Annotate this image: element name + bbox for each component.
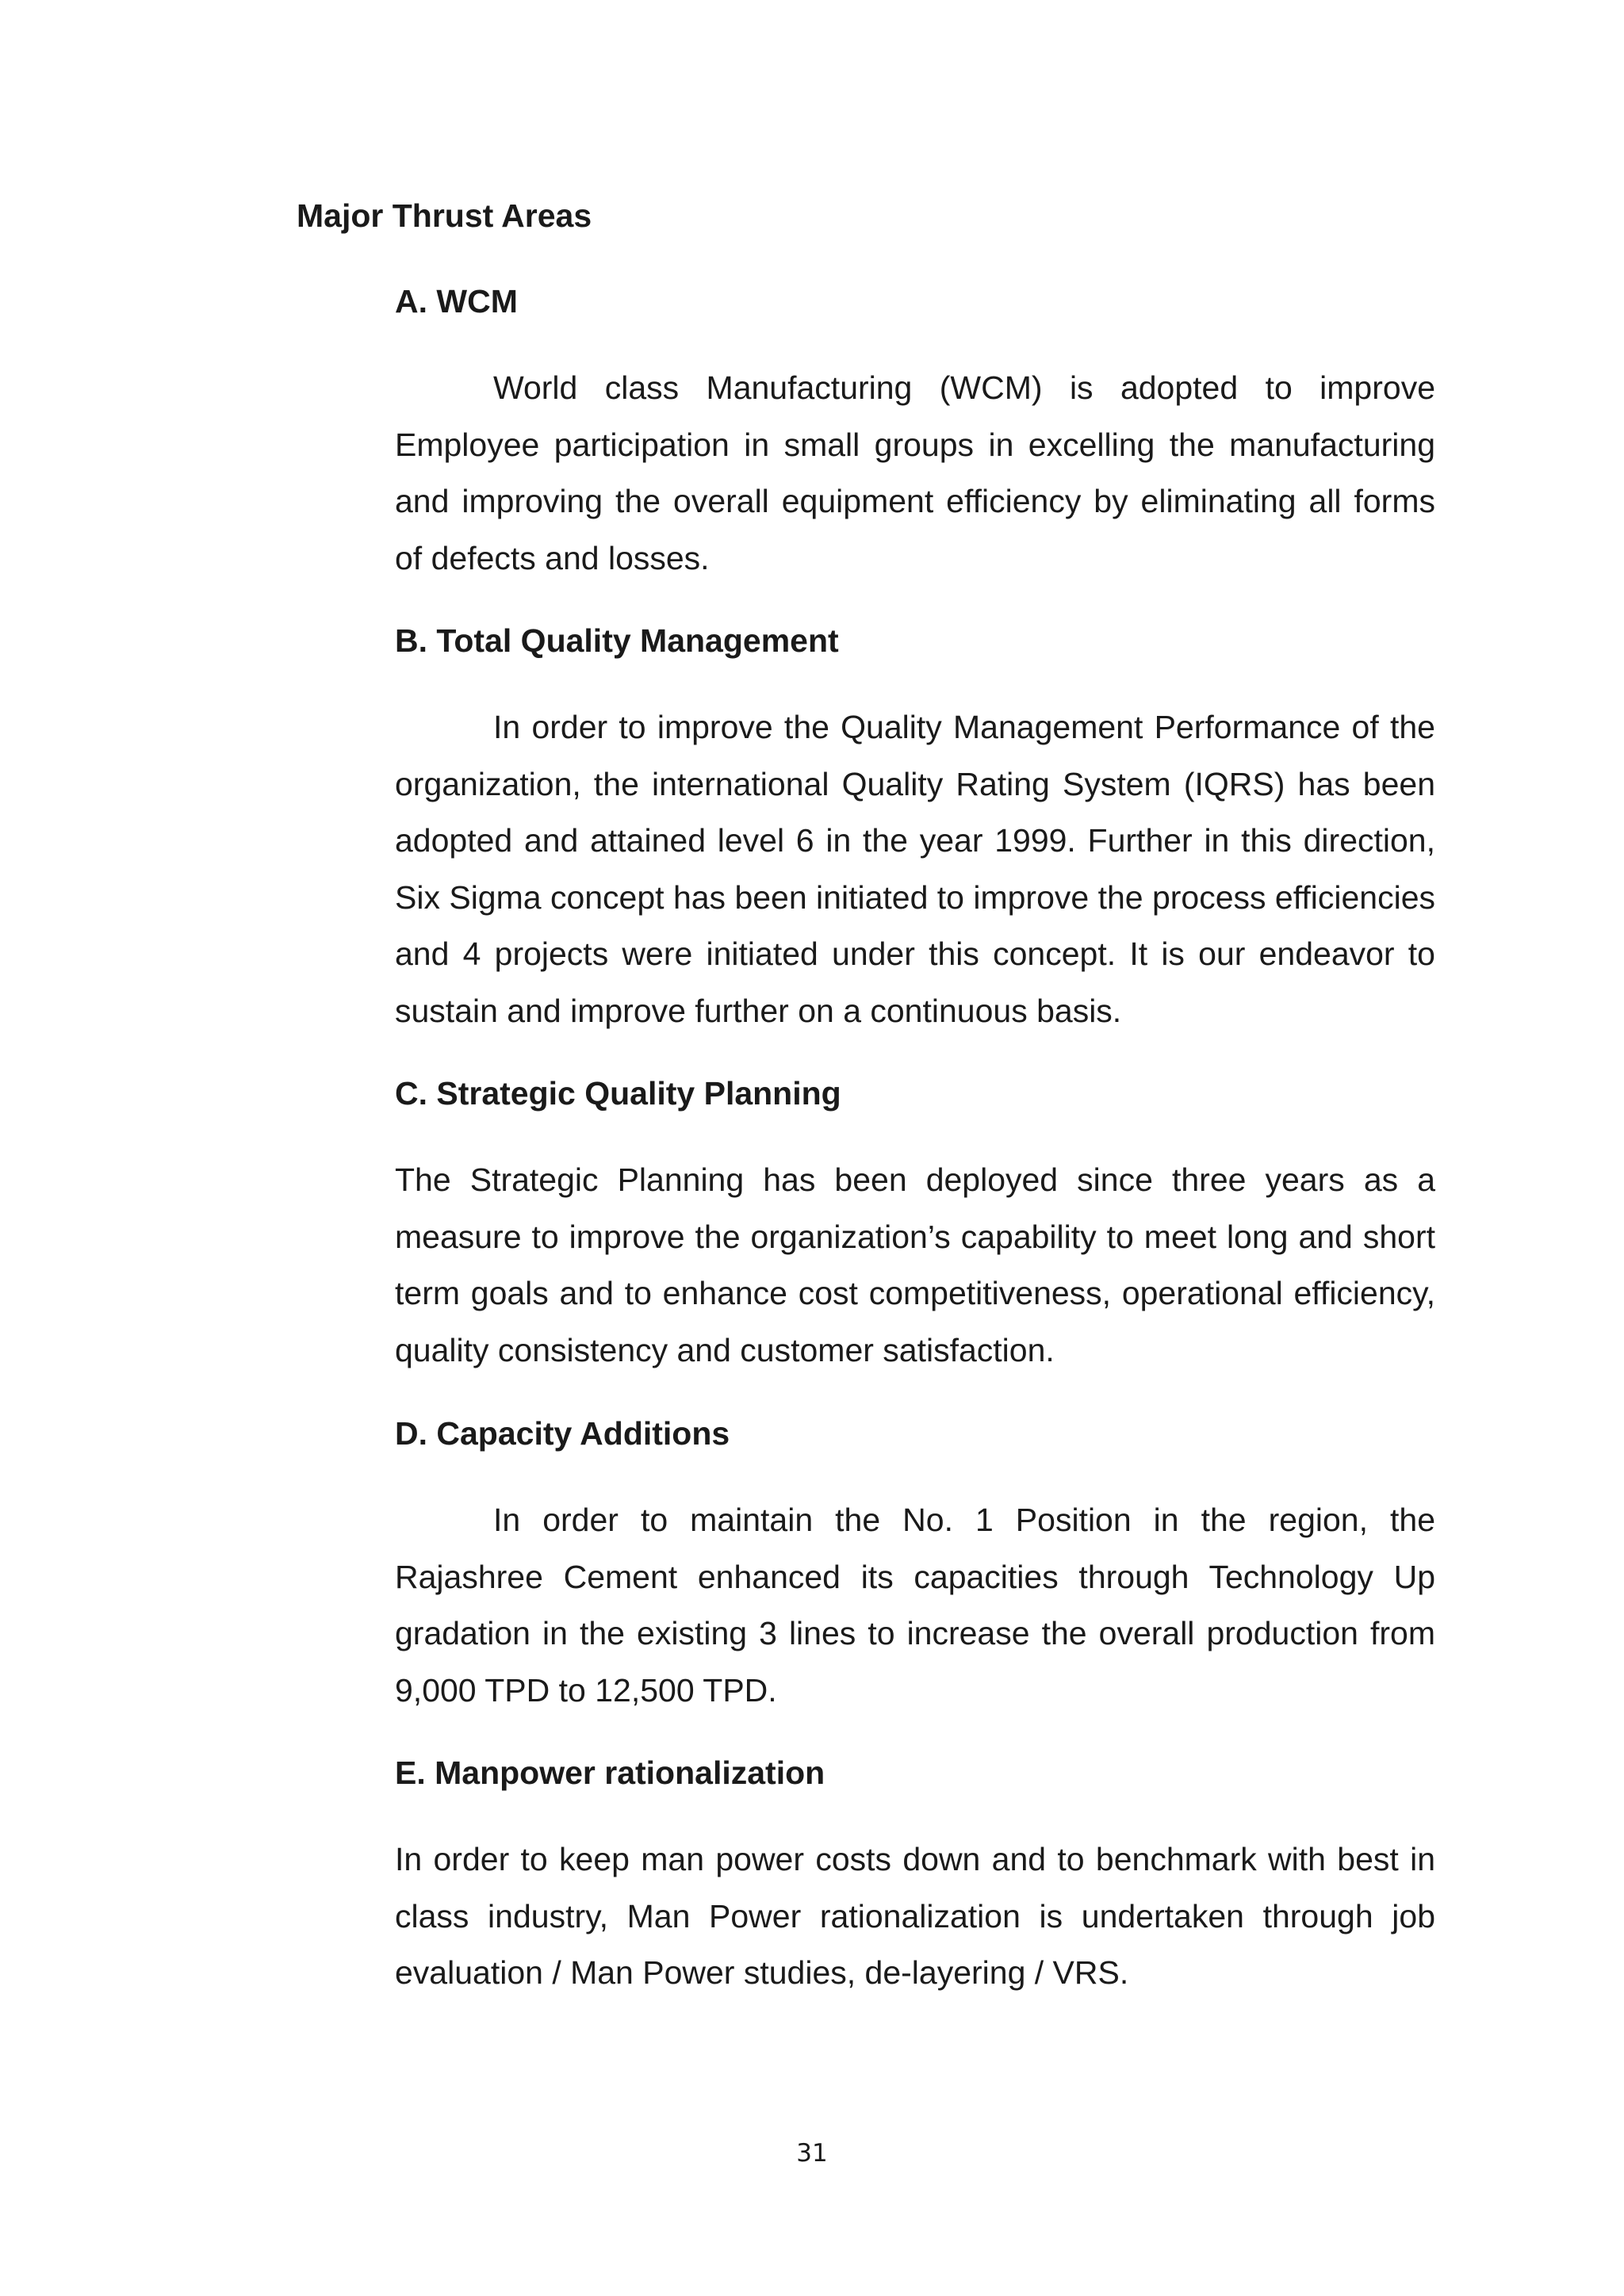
section-manpower-rationalization [395,1751,1435,2002]
section-title-wcm: A. WCM [395,283,518,320]
section-title-total-quality-management: B. Total Quality Management [395,622,839,659]
section-body-capacity-additions: In order to maintain the No. 1 Position in the region, the Rajashree Cement enhanced its capacities through Technology Up gradation in the existing 3 lines to increase the overall production from 9,000 TPD to 12,500 TPD. [395,1502,1435,1709]
section-capacity-additions [395,1411,1435,1719]
section-body-manpower-rationalization: In order to keep man power costs down and to benchmark with best in class industry, Man Power rationalization is undertaken through job evaluation / Man Power studies, de-layering / VRS. [395,1841,1435,1991]
section-title-capacity-additions: D. Capacity Additions [395,1415,730,1452]
section-title-strategic-quality-planning: C. Strategic Quality Planning [395,1075,841,1112]
section-total-quality-management [395,618,1435,1039]
page-heading: Major Thrust Areas [297,197,592,234]
section-strategic-quality-planning [395,1071,1435,1379]
section-body-strategic-quality-planning: The Strategic Planning has been deployed since three years as a measure to improve the organization’s capability to meet long and short term goals and to enhance cost competitiveness, operational efficiency, quality consistency and customer satisfaction. [395,1161,1435,1368]
section-body-total-quality-management: In order to improve the Quality Management Performance of the organization, the international Quality Rating System (IQRS) has been adopted and attained level 6 in the year 1999. Further in this direction, Six Sigma concept has been initiated to improve the process efficiencies and 4 projects were initiated under this concept. It is our endeavor to sustain and improve further on a continuous basis. [395,709,1435,1029]
page-number: 31 [796,2139,828,2168]
section-wcm [395,279,1435,587]
section-body-wcm: World class Manufacturing (WCM) is adopted to improve Employee participation in small groups in excelling the manufacturing and improving the overall equipment efficiency by eliminating all forms of defects and losses. [395,369,1435,576]
section-title-manpower-rationalization: E. Manpower rationalization [395,1755,825,1791]
